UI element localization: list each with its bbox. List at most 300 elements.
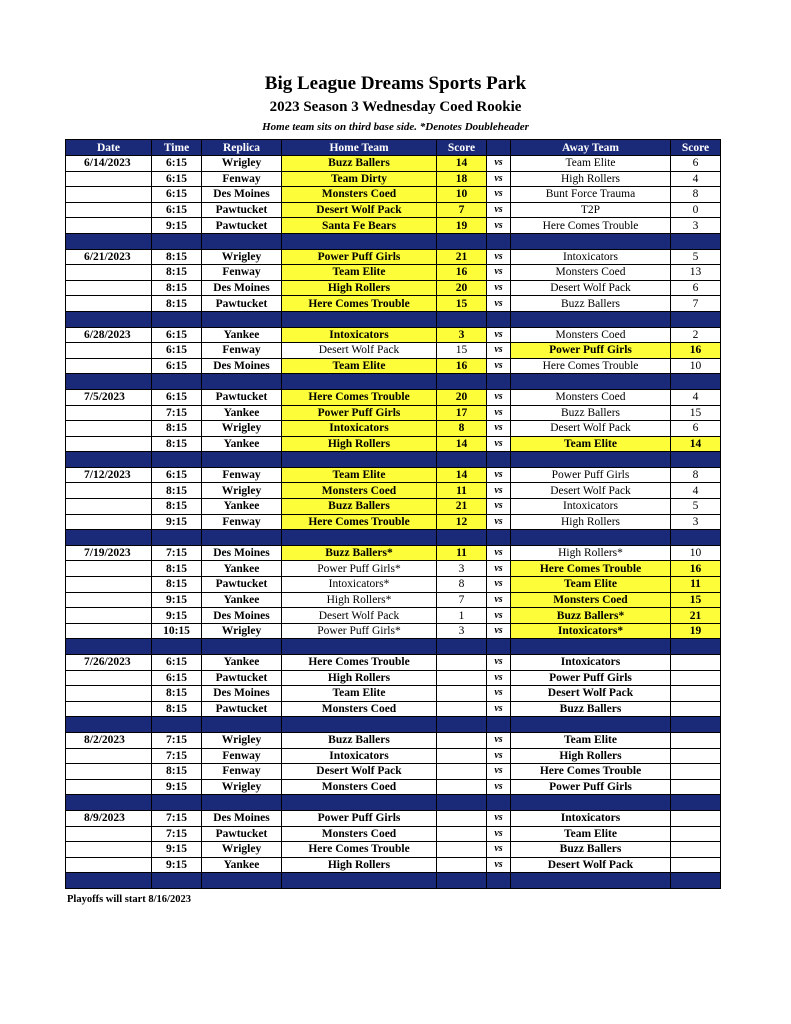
home-score-cell: 12 (437, 514, 487, 530)
date-cell: 6/21/2023 (66, 249, 152, 265)
table-row (66, 389, 721, 405)
replica-cell: Yankee (202, 405, 282, 421)
away-team-cell: Power Puff Girls (511, 779, 671, 795)
separator-cell (511, 530, 671, 546)
away-team-cell: Desert Wolf Pack (511, 280, 671, 296)
separator-cell (152, 374, 202, 390)
separator-cell (671, 639, 721, 655)
away-score-cell: 10 (671, 358, 721, 374)
vs-cell: vs (487, 592, 511, 608)
vs-cell: vs (487, 514, 511, 530)
replica-cell: Des Moines (202, 280, 282, 296)
time-cell: 7:15 (152, 732, 202, 748)
table-row (66, 343, 721, 359)
separator-cell (152, 717, 202, 733)
home-score-cell: 11 (437, 483, 487, 499)
time-cell: 7:15 (152, 826, 202, 842)
separator-cell (202, 873, 282, 889)
table-header-row (66, 140, 721, 156)
away-score-cell: 15 (671, 405, 721, 421)
date-cell: 8/9/2023 (66, 810, 152, 826)
away-score-cell: 0 (671, 202, 721, 218)
table-row (66, 701, 721, 717)
replica-cell: Des Moines (202, 810, 282, 826)
date-cell: 7/12/2023 (66, 467, 152, 483)
vs-cell: vs (487, 748, 511, 764)
date-cell (66, 483, 152, 499)
vs-cell: vs (487, 655, 511, 671)
separator-cell (282, 795, 437, 811)
table-row (66, 467, 721, 483)
time-cell: 8:15 (152, 483, 202, 499)
separator-cell (671, 233, 721, 249)
replica-cell: Wrigley (202, 779, 282, 795)
date-cell (66, 826, 152, 842)
home-score-cell: 14 (437, 156, 487, 172)
home-team-cell: Team Dirty (282, 171, 437, 187)
away-team-cell: Monsters Coed (511, 389, 671, 405)
home-team-cell: Intoxicators* (282, 577, 437, 593)
home-score-cell (437, 670, 487, 686)
home-team-cell: Power Puff Girls (282, 810, 437, 826)
home-team-cell: Power Puff Girls (282, 249, 437, 265)
away-team-cell: Power Puff Girls (511, 467, 671, 483)
date-cell (66, 577, 152, 593)
schedule-note: Home team sits on third base side. *Denotes Doubleheader (262, 121, 529, 133)
date-cell (66, 608, 152, 624)
column-header-home-score: Score (437, 140, 487, 156)
home-score-cell (437, 686, 487, 702)
time-cell: 9:15 (152, 857, 202, 873)
table-row (66, 810, 721, 826)
date-cell (66, 187, 152, 203)
home-team-cell: Power Puff Girls (282, 405, 437, 421)
vs-cell: vs (487, 842, 511, 858)
home-team-cell: Monsters Coed (282, 826, 437, 842)
time-cell: 8:15 (152, 265, 202, 281)
away-team-cell: Here Comes Trouble (511, 218, 671, 234)
separator-cell (437, 311, 487, 327)
vs-cell: vs (487, 732, 511, 748)
time-cell: 8:15 (152, 686, 202, 702)
home-team-cell: Monsters Coed (282, 483, 437, 499)
home-score-cell: 11 (437, 545, 487, 561)
away-team-cell: Desert Wolf Pack (511, 421, 671, 437)
home-team-cell: Power Puff Girls* (282, 623, 437, 639)
away-team-cell: Here Comes Trouble (511, 764, 671, 780)
away-team-cell: High Rollers (511, 171, 671, 187)
time-cell: 9:15 (152, 779, 202, 795)
replica-cell: Wrigley (202, 842, 282, 858)
separator-cell (282, 452, 437, 468)
home-team-cell: Buzz Ballers (282, 499, 437, 515)
separator-cell (152, 452, 202, 468)
away-team-cell: Intoxicators (511, 499, 671, 515)
week-separator (66, 795, 721, 811)
replica-cell: Des Moines (202, 187, 282, 203)
separator-cell (487, 795, 511, 811)
separator-cell (202, 233, 282, 249)
away-team-cell: Here Comes Trouble (511, 358, 671, 374)
column-header-home-team: Home Team (282, 140, 437, 156)
home-team-cell: Team Elite (282, 686, 437, 702)
home-score-cell: 19 (437, 218, 487, 234)
separator-cell (152, 873, 202, 889)
time-cell: 8:15 (152, 701, 202, 717)
separator-cell (511, 795, 671, 811)
table-row (66, 265, 721, 281)
home-score-cell (437, 764, 487, 780)
separator-cell (202, 530, 282, 546)
time-cell: 7:15 (152, 545, 202, 561)
home-team-cell: High Rollers* (282, 592, 437, 608)
date-cell (66, 218, 152, 234)
vs-cell: vs (487, 561, 511, 577)
replica-cell: Wrigley (202, 249, 282, 265)
separator-cell (202, 639, 282, 655)
date-cell (66, 764, 152, 780)
table-row (66, 421, 721, 437)
vs-cell: vs (487, 483, 511, 499)
home-score-cell: 1 (437, 608, 487, 624)
away-score-cell (671, 670, 721, 686)
vs-cell: vs (487, 810, 511, 826)
away-team-cell: Team Elite (511, 732, 671, 748)
home-score-cell: 15 (437, 296, 487, 312)
time-cell: 7:15 (152, 748, 202, 764)
separator-cell (66, 374, 152, 390)
separator-cell (487, 873, 511, 889)
away-score-cell: 2 (671, 327, 721, 343)
vs-cell: vs (487, 577, 511, 593)
home-team-cell: Santa Fe Bears (282, 218, 437, 234)
home-team-cell: Here Comes Trouble (282, 514, 437, 530)
time-cell: 8:15 (152, 561, 202, 577)
home-score-cell: 17 (437, 405, 487, 421)
away-score-cell: 8 (671, 467, 721, 483)
separator-cell (282, 233, 437, 249)
table-row (66, 842, 721, 858)
time-cell: 6:15 (152, 655, 202, 671)
home-team-cell: High Rollers (282, 436, 437, 452)
time-cell: 8:15 (152, 499, 202, 515)
separator-cell (66, 311, 152, 327)
replica-cell: Fenway (202, 514, 282, 530)
away-score-cell: 15 (671, 592, 721, 608)
date-cell (66, 842, 152, 858)
vs-cell: vs (487, 545, 511, 561)
away-score-cell: 16 (671, 343, 721, 359)
home-score-cell (437, 842, 487, 858)
home-score-cell: 7 (437, 592, 487, 608)
home-score-cell: 3 (437, 623, 487, 639)
table-row (66, 405, 721, 421)
home-team-cell: Here Comes Trouble (282, 842, 437, 858)
away-score-cell: 4 (671, 171, 721, 187)
date-cell: 8/2/2023 (66, 732, 152, 748)
away-score-cell: 6 (671, 156, 721, 172)
away-score-cell: 7 (671, 296, 721, 312)
week-separator (66, 311, 721, 327)
away-team-cell: Intoxicators (511, 249, 671, 265)
separator-cell (511, 717, 671, 733)
time-cell: 6:15 (152, 358, 202, 374)
replica-cell: Pawtucket (202, 577, 282, 593)
table-row (66, 561, 721, 577)
separator-cell (511, 452, 671, 468)
away-score-cell (671, 748, 721, 764)
away-team-cell: Team Elite (511, 436, 671, 452)
away-score-cell (671, 810, 721, 826)
separator-cell (152, 530, 202, 546)
date-cell (66, 499, 152, 515)
table-row (66, 249, 721, 265)
vs-cell: vs (487, 156, 511, 172)
home-team-cell: Here Comes Trouble (282, 655, 437, 671)
away-team-cell: Intoxicators* (511, 623, 671, 639)
away-team-cell: Team Elite (511, 577, 671, 593)
separator-cell (511, 873, 671, 889)
separator-cell (511, 233, 671, 249)
time-cell: 6:15 (152, 343, 202, 359)
away-score-cell (671, 779, 721, 795)
vs-cell: vs (487, 358, 511, 374)
date-cell (66, 296, 152, 312)
away-team-cell: Monsters Coed (511, 592, 671, 608)
away-team-cell: Buzz Ballers (511, 842, 671, 858)
week-separator (66, 873, 721, 889)
away-team-cell: High Rollers (511, 514, 671, 530)
vs-cell: vs (487, 421, 511, 437)
replica-cell: Yankee (202, 561, 282, 577)
away-score-cell: 13 (671, 265, 721, 281)
replica-cell: Yankee (202, 327, 282, 343)
home-team-cell: Desert Wolf Pack (282, 343, 437, 359)
vs-cell: vs (487, 670, 511, 686)
separator-cell (487, 233, 511, 249)
home-team-cell: Team Elite (282, 467, 437, 483)
vs-cell: vs (487, 779, 511, 795)
home-score-cell: 7 (437, 202, 487, 218)
table-row (66, 218, 721, 234)
away-score-cell: 4 (671, 483, 721, 499)
table-row (66, 779, 721, 795)
away-team-cell: Desert Wolf Pack (511, 857, 671, 873)
home-team-cell: Desert Wolf Pack (282, 608, 437, 624)
home-score-cell: 14 (437, 467, 487, 483)
table-row (66, 577, 721, 593)
away-score-cell: 4 (671, 389, 721, 405)
vs-cell: vs (487, 857, 511, 873)
column-header-time: Time (152, 140, 202, 156)
away-score-cell (671, 842, 721, 858)
home-score-cell: 18 (437, 171, 487, 187)
date-cell (66, 202, 152, 218)
home-team-cell: Here Comes Trouble (282, 389, 437, 405)
table-row (66, 670, 721, 686)
home-score-cell: 14 (437, 436, 487, 452)
separator-cell (437, 452, 487, 468)
away-team-cell: Desert Wolf Pack (511, 686, 671, 702)
date-cell (66, 171, 152, 187)
vs-cell: vs (487, 343, 511, 359)
away-score-cell: 21 (671, 608, 721, 624)
away-score-cell: 10 (671, 545, 721, 561)
date-cell: 7/5/2023 (66, 389, 152, 405)
date-cell: 7/19/2023 (66, 545, 152, 561)
table-row (66, 686, 721, 702)
separator-cell (487, 311, 511, 327)
date-cell (66, 592, 152, 608)
separator-cell (511, 639, 671, 655)
table-row (66, 608, 721, 624)
separator-cell (671, 795, 721, 811)
schedule-body (66, 156, 721, 889)
replica-cell: Fenway (202, 748, 282, 764)
away-score-cell: 11 (671, 577, 721, 593)
table-row (66, 732, 721, 748)
separator-cell (66, 873, 152, 889)
home-score-cell: 15 (437, 343, 487, 359)
away-team-cell: Intoxicators (511, 655, 671, 671)
away-score-cell: 6 (671, 280, 721, 296)
table-row (66, 764, 721, 780)
replica-cell: Des Moines (202, 358, 282, 374)
home-score-cell: 10 (437, 187, 487, 203)
vs-cell: vs (487, 467, 511, 483)
playoffs-note: Playoffs will start 8/16/2023 (67, 894, 191, 905)
home-score-cell: 16 (437, 265, 487, 281)
home-score-cell: 8 (437, 421, 487, 437)
separator-cell (437, 873, 487, 889)
table-row (66, 623, 721, 639)
home-team-cell: High Rollers (282, 670, 437, 686)
time-cell: 6:15 (152, 389, 202, 405)
away-score-cell (671, 732, 721, 748)
table-row (66, 296, 721, 312)
home-score-cell (437, 732, 487, 748)
vs-cell: vs (487, 327, 511, 343)
separator-cell (437, 717, 487, 733)
date-cell (66, 343, 152, 359)
away-team-cell: Buzz Ballers (511, 405, 671, 421)
home-team-cell: Team Elite (282, 265, 437, 281)
home-score-cell: 20 (437, 280, 487, 296)
away-score-cell: 6 (671, 421, 721, 437)
separator-cell (66, 717, 152, 733)
separator-cell (282, 717, 437, 733)
home-score-cell (437, 826, 487, 842)
time-cell: 8:15 (152, 280, 202, 296)
home-team-cell: Power Puff Girls* (282, 561, 437, 577)
separator-cell (437, 795, 487, 811)
vs-cell: vs (487, 249, 511, 265)
replica-cell: Des Moines (202, 608, 282, 624)
separator-cell (202, 795, 282, 811)
vs-cell: vs (487, 826, 511, 842)
away-team-cell: Monsters Coed (511, 265, 671, 281)
away-team-cell: T2P (511, 202, 671, 218)
time-cell: 9:15 (152, 514, 202, 530)
away-team-cell: Intoxicators (511, 810, 671, 826)
separator-cell (202, 311, 282, 327)
vs-cell: vs (487, 296, 511, 312)
home-team-cell: Desert Wolf Pack (282, 764, 437, 780)
away-score-cell: 19 (671, 623, 721, 639)
away-team-cell: Buzz Ballers (511, 296, 671, 312)
away-team-cell: Power Puff Girls (511, 343, 671, 359)
table-row (66, 483, 721, 499)
time-cell: 8:15 (152, 764, 202, 780)
vs-cell: vs (487, 499, 511, 515)
table-row (66, 857, 721, 873)
separator-cell (671, 530, 721, 546)
separator-cell (152, 639, 202, 655)
home-team-cell: Intoxicators (282, 421, 437, 437)
table-row (66, 358, 721, 374)
separator-cell (671, 717, 721, 733)
away-score-cell (671, 701, 721, 717)
week-separator (66, 374, 721, 390)
time-cell: 6:15 (152, 156, 202, 172)
separator-cell (671, 873, 721, 889)
home-team-cell: Intoxicators (282, 748, 437, 764)
away-team-cell: Here Comes Trouble (511, 561, 671, 577)
column-header-away-score: Score (671, 140, 721, 156)
home-team-cell: Monsters Coed (282, 779, 437, 795)
date-cell (66, 436, 152, 452)
replica-cell: Pawtucket (202, 389, 282, 405)
vs-cell: vs (487, 280, 511, 296)
separator-cell (487, 717, 511, 733)
time-cell: 6:15 (152, 670, 202, 686)
away-score-cell: 14 (671, 436, 721, 452)
separator-cell (437, 233, 487, 249)
vs-cell: vs (487, 623, 511, 639)
date-cell (66, 421, 152, 437)
replica-cell: Fenway (202, 764, 282, 780)
replica-cell: Des Moines (202, 686, 282, 702)
away-score-cell: 8 (671, 187, 721, 203)
date-cell (66, 265, 152, 281)
away-score-cell (671, 857, 721, 873)
replica-cell: Wrigley (202, 483, 282, 499)
away-score-cell (671, 686, 721, 702)
week-separator (66, 639, 721, 655)
separator-cell (487, 639, 511, 655)
home-score-cell (437, 779, 487, 795)
separator-cell (487, 530, 511, 546)
separator-cell (511, 374, 671, 390)
separator-cell (487, 374, 511, 390)
time-cell: 9:15 (152, 842, 202, 858)
time-cell: 10:15 (152, 623, 202, 639)
separator-cell (66, 795, 152, 811)
replica-cell: Fenway (202, 265, 282, 281)
replica-cell: Wrigley (202, 421, 282, 437)
vs-cell: vs (487, 686, 511, 702)
separator-cell (202, 452, 282, 468)
replica-cell: Yankee (202, 655, 282, 671)
vs-cell: vs (487, 436, 511, 452)
away-score-cell (671, 826, 721, 842)
date-cell (66, 514, 152, 530)
date-cell (66, 405, 152, 421)
separator-cell (282, 873, 437, 889)
home-team-cell: Team Elite (282, 358, 437, 374)
time-cell: 8:15 (152, 249, 202, 265)
time-cell: 7:15 (152, 405, 202, 421)
